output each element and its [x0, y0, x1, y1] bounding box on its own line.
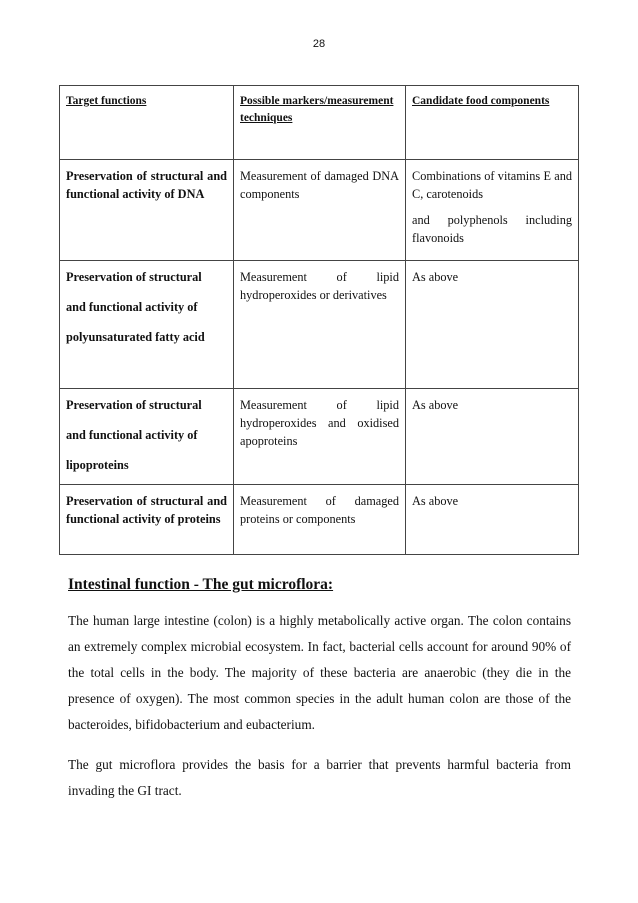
row-markers-lipoproteins: Measurement of lipid hydroperoxides and oxidised apoproteins	[234, 389, 406, 485]
component-line: Combinations of vitamins E and C, carotenoids	[412, 169, 572, 201]
target-line: polyunsaturated fatty acid	[66, 330, 205, 344]
table-row	[60, 389, 579, 485]
section-heading: Intestinal function - The gut microflora:	[68, 576, 334, 593]
page-number: 28	[312, 38, 326, 50]
table-row	[60, 160, 579, 261]
row-components-dna	[406, 160, 579, 261]
header-cell	[234, 86, 406, 160]
header-cell	[406, 86, 579, 160]
row-target-pufa	[60, 261, 234, 389]
target-line: and functional activity of	[66, 428, 198, 442]
table-header-row	[60, 86, 579, 160]
row-target-lipoproteins	[60, 389, 234, 485]
header-markers: Possible markers/measurement techniques	[240, 95, 394, 124]
target-line: and functional activity of	[66, 300, 198, 314]
row-markers-pufa: Measurement of lipid hydroperoxides or derivatives	[234, 261, 406, 389]
row-components-lipoproteins: As above	[406, 389, 579, 485]
row-target-dna: Preservation of structural and functional activity of DNA	[60, 160, 234, 261]
component-line: and polyphenols including flavonoids	[412, 213, 572, 245]
target-line: Preservation of structural	[66, 270, 202, 284]
target-line: Preservation of structural	[66, 398, 202, 412]
header-candidate-components: Candidate food components	[412, 95, 550, 107]
row-target-proteins: Preservation of structural and functional activity of proteins	[60, 485, 234, 555]
row-components-proteins: As above	[406, 485, 579, 555]
body-paragraph: The gut microflora provides the basis for a barrier that prevents harmful bacteria from invading the GI tract.	[68, 757, 571, 798]
row-markers-proteins: Measurement of damaged proteins or components	[234, 485, 406, 555]
target-functions-table	[59, 85, 579, 555]
header-cell	[60, 86, 234, 160]
body-paragraph: The human large intestine (colon) is a highly metabolically active organ. The colon contains an extremely complex microbial ecosystem. In fact, bacterial cells account for around 90% of the total cells in the body. The majority of these bacteria are anaerobic (they die in the presence of oxygen). The most common species in the adult human colon are those of the bacteroides, bifidobacterium and eubacterium.	[68, 613, 571, 732]
target-line: lipoproteins	[66, 458, 129, 472]
row-markers-dna: Measurement of damaged DNA components	[234, 160, 406, 261]
header-target-functions: Target functions	[66, 95, 147, 107]
table-row	[60, 485, 579, 555]
table-row	[60, 261, 579, 389]
row-components-pufa: As above	[406, 261, 579, 389]
